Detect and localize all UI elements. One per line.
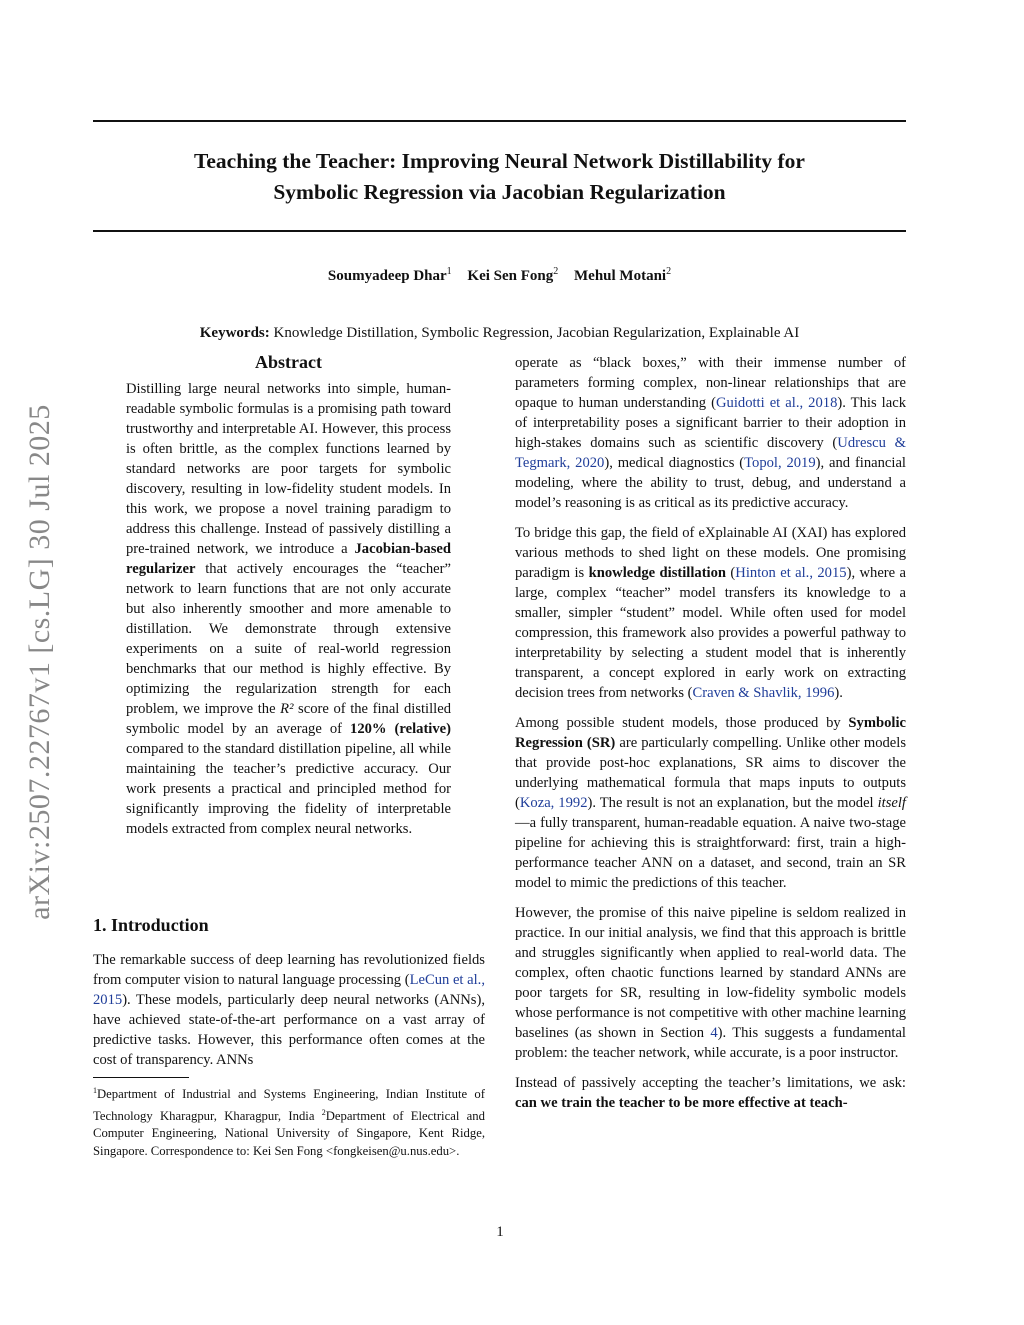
citation-link[interactable]: Koza, 1992 [519, 795, 588, 811]
right-column [515, 353, 906, 1123]
keywords-label: Keywords: [199, 325, 270, 341]
citation-link[interactable]: Hinton et al., 2015 [735, 565, 847, 581]
keywords-line [93, 325, 906, 342]
citation-link[interactable]: LeCun et al., 2015 [93, 972, 485, 1008]
author: Mehul Motani$^2$ [574, 266, 672, 284]
title-bottom-rule [93, 230, 906, 232]
title-line-1: Teaching the Teacher: Improving Neural Network Distillability for [194, 149, 805, 173]
paper-title [93, 146, 906, 208]
intro-paragraph-1: The remarkable success of deep learning has revolutionized fields from computer vision to natural language processing (LeCun et al., 2015). These models, particularly deep neural networks (ANNs), have achieved state-of-the-art performance on a vast array of predictive tasks. However, this performance often comes at the cost of transparency. ANNs [93, 952, 485, 1068]
page-number: 1 [496, 1224, 504, 1240]
intro-paragraph-6: Instead of passively accepting the teacher’s limitations, we ask: can we train the teacher to be more effective at teach- [515, 1075, 906, 1111]
intro-paragraph-3: To bridge this gap, the field of eXplainable AI (XAI) has explored various methods to shed light on these models. One promising paradigm is knowledge distillation (Hinton et al., 2015), where a large, complex “teacher” model transfers its knowledge to a smaller, simpler “student” model. While often used for model compression, this framework also provides a powerful pathway to interpretability by selecting a student model that is inherently transparent, a concept explored in early work on extracting decision trees from networks (Craven & Shavlik, 1996). [515, 525, 907, 701]
author: Soumyadeep Dhar$^1$ [327, 266, 452, 284]
section-reference-link[interactable]: 4 [710, 1025, 718, 1041]
affiliation-footnote: $^1$Department of Industrial and Systems Engineering, Indian Institute of Technology Kharagpur, Kharagpur, India $^2$Department of Electrical and Computer Engineering, National University of Singapore, Kent Ridge, Singapore. Correspondence to: Kei Sen Fong <fongkeisen@u.nus.edu>. [93, 1086, 485, 1158]
citation-link[interactable]: Udrescu & Tegmark, 2020 [515, 435, 906, 471]
title-top-rule [93, 120, 906, 122]
citation-link[interactable]: Guidotti et al., 2018 [716, 395, 838, 411]
arxiv-identifier-stamp: arXiv:2507.22767v1 [cs.LG] 30 Jul 2025 [23, 404, 56, 920]
author: Kei Sen Fong$^2$ [467, 266, 559, 284]
intro-paragraph-4: Among possible student models, those produced by Symbolic Regression (SR) are particularly compelling. Unlike other models that provide post-hoc explanations, SR aims to discover the underlying mathematical formula that maps inputs to outputs (Koza, 1992). The result is not an explanation, but the model itself—a fully transparent, human-readable equation. A naive two-stage pipeline for achieving this is straightforward: first, train a high-performance teacher ANN on a dataset, and second, train an SR model to mimic the predictions of this teacher. [515, 715, 907, 891]
intro-paragraph-2: operate as “black boxes,” with their immense number of parameters forming complex, non-linear relationships that are opaque to human understanding (Guidotti et al., 2018). This lack of interpretability poses a significant barrier to their adoption in high-stakes domains such as scientific discovery (Udrescu & Tegmark, 2020), medical diagnostics (Topol, 2019), and financial modeling, where the ability to trust, debug, and understand a model’s reasoning is as critical as its predictive accuracy. [515, 355, 906, 511]
footnote-rule [93, 1077, 189, 1078]
author-list [93, 266, 906, 285]
intro-paragraph-5: However, the promise of this naive pipeline is seldom realized in practice. In our initial analysis, we find that this approach is brittle and struggles significantly when applied to real-world data. The complex, often chaotic functions learned by standard ANNs are poor targets for SR, resulting in low-fidelity symbolic models whose performance is not competitive with other machine learning baselines (as shown in Section 4). This suggests a fundamental problem: the teacher network, while accurate, is a poor instructor. [515, 905, 906, 1061]
section-heading-introduction: 1. Introduction [93, 915, 209, 935]
title-line-2: Symbolic Regression via Jacobian Regularization [273, 180, 726, 204]
abstract-heading: Abstract [255, 352, 322, 372]
abstract-body: Distilling large neural networks into simple, human-readable symbolic formulas is a promising path toward trustworthy and interpretable AI. However, this process is often brittle, as the complex functions learned by standard networks are poor targets for symbolic discovery, resulting in low-fidelity student models. In this work, we propose a novel training paradigm to address this challenge. Instead of passively distilling a pre-trained network, we introduce a Jacobian-based regularizer that actively encourages the “teacher” network to learn functions that are not only accurate but also inherently smoother and more amenable to distillation. We demonstrate through extensive experiments on a suite of real-world regression benchmarks that our method is highly effective. By optimizing the regularization strength for each problem, we improve the R² score of the final distilled symbolic model by an average of 120% (relative) compared to the standard distillation pipeline, all while maintaining the teacher’s predictive accuracy. Our work presents a practical and principled method for significantly improving the fidelity of interpretable models extracted from complex neural networks. [126, 381, 451, 837]
keywords-text: Knowledge Distillation, Symbolic Regression, Jacobian Regularization, Explainable AI [273, 325, 800, 341]
citation-link[interactable]: Craven & Shavlik, 1996 [692, 685, 835, 701]
citation-link[interactable]: Topol, 2019 [744, 455, 816, 471]
